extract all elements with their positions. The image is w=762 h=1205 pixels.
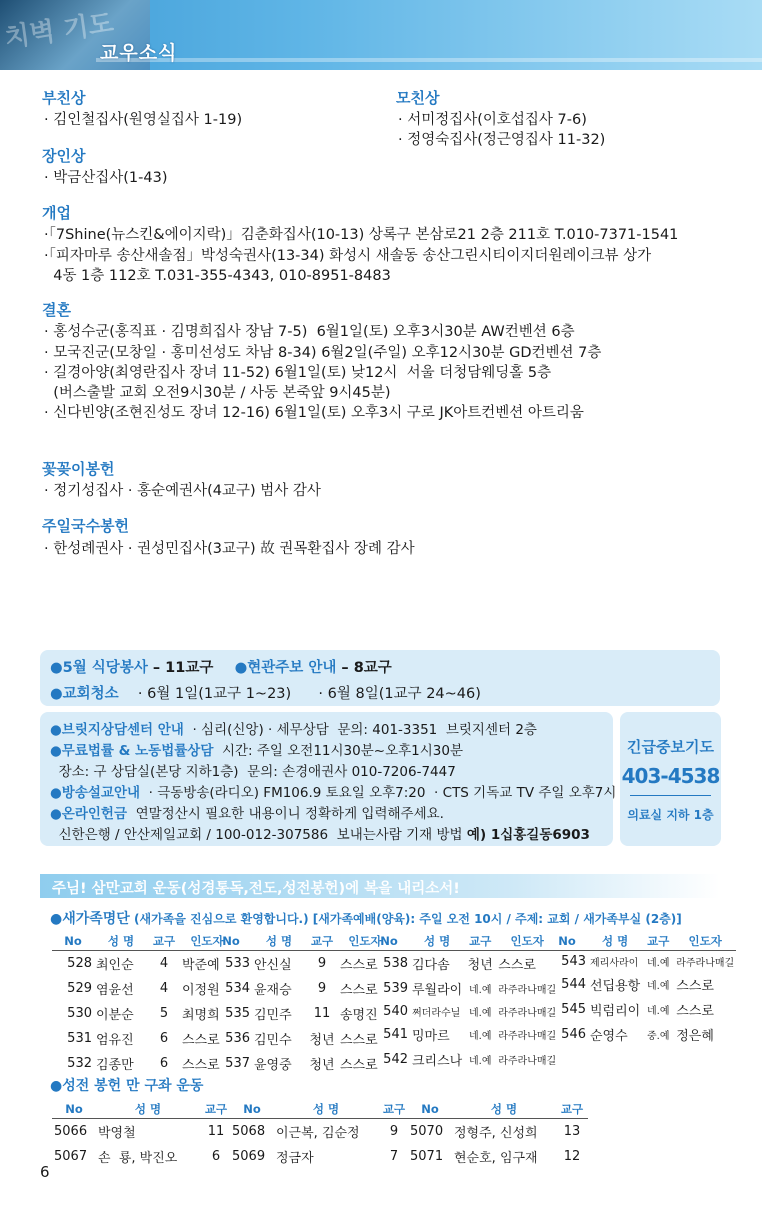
- cell-name: 빅럼리이: [590, 1004, 641, 1019]
- cell-district: 9: [317, 956, 327, 971]
- cell-district: 네.예: [646, 958, 670, 969]
- guide-label: ●현관주보 안내: [234, 660, 337, 676]
- cell-guide: 라주라나매길: [498, 1008, 557, 1019]
- cell-district: 9: [389, 1124, 399, 1139]
- cell-guide: 정은혜: [676, 1029, 714, 1044]
- flowers-line: · 정기성집사 · 홍순예권사(4교구) 범사 감사: [44, 483, 321, 499]
- cell-name: 루월라이: [412, 983, 463, 998]
- cell-guide: 스스로: [340, 958, 378, 973]
- new-family-table: [546, 933, 736, 1047]
- col-no: No: [52, 933, 94, 951]
- table-row: [546, 951, 736, 973]
- cell-name: 이분순: [96, 1008, 134, 1023]
- col-district: 교구: [148, 933, 180, 951]
- offering-table: [408, 1101, 588, 1169]
- col-guide: 인도자: [338, 933, 392, 951]
- cell-district: 6: [159, 1056, 169, 1071]
- table-row: [546, 997, 736, 1022]
- wedding-line: · 길경아양(최영란집사 장녀 11-52) 6월1일(토) 낮12시 서울 더청담웨딩홀 5층: [44, 365, 552, 381]
- legal-place: 장소: 구 상담실(본당 지하1층) 문의: 손경애권사 010-7206-7447: [50, 764, 456, 780]
- cell-no: 5067: [54, 1149, 88, 1164]
- legal-label: ●무료법률 & 노동법률상담: [50, 743, 214, 759]
- counsel-notice: [50, 718, 537, 738]
- cell-district: 네.예: [468, 1031, 492, 1042]
- cell-no: 534: [225, 981, 250, 996]
- wedding-line: · 신다빈양(조현진성도 장녀 12-16) 6월1일(토) 오후3시 구로 JK아트컨벤션 아트리움: [44, 405, 584, 421]
- new-family-heading: [50, 908, 682, 928]
- cell-guide: 이정원: [182, 983, 220, 998]
- col-name: 성 명: [274, 1101, 378, 1119]
- mother-death-item: · 서미정집사(이호섭집사 7-6): [398, 112, 587, 128]
- cell-guide: 스스로: [340, 1033, 378, 1048]
- wedding-line: · 홍성수군(홍직표 · 김명희집사 장남 7-5) 6월1일(토) 오후3시30분 AW컨벤션 6층: [44, 324, 575, 340]
- offering-col-1: [52, 1101, 232, 1169]
- col-district: 교구: [642, 933, 674, 951]
- banner-deco-text: 치벽 기도: [2, 8, 116, 54]
- opening-line: ·「7Shine(뉴스킨&에이지락)」김춘화집사(10-13) 상록구 본삼로21 2층 211호 T.010-7371-1541: [44, 227, 679, 243]
- cell-name: 김종만: [96, 1058, 134, 1073]
- new-family-welcome: (새가족을 진심으로 환영합니다.): [129, 912, 309, 926]
- mother-death-item: · 정영숙집사(정근영집사 11-32): [398, 132, 606, 148]
- cell-name: 김민수: [254, 1033, 292, 1048]
- new-family-table: [210, 933, 392, 1076]
- table-row: [368, 976, 558, 1001]
- service-value: – 11교구: [147, 660, 214, 676]
- cell-no: 529: [67, 981, 92, 996]
- clean-label: ●교회청소: [50, 686, 119, 702]
- cell-name: 현순호, 임구재: [454, 1151, 538, 1166]
- cell-no: 528: [67, 956, 92, 971]
- cell-district: 5: [159, 1006, 169, 1021]
- table-row: [230, 1144, 410, 1169]
- cell-no: 531: [67, 1031, 92, 1046]
- flowers-title: 꽃꽂이봉헌: [42, 460, 115, 478]
- broadcast-label: ●방송설교안내: [50, 785, 141, 801]
- col-district: 교구: [306, 933, 338, 951]
- table-row: [52, 951, 234, 977]
- prayer-location: 의료실 지하 1층: [627, 808, 714, 822]
- col-name: 성 명: [252, 933, 306, 951]
- cell-guide: 스스로: [340, 983, 378, 998]
- cell-no: 545: [561, 1002, 586, 1017]
- offering-col-3: [408, 1101, 588, 1169]
- cell-guide: 스스로: [340, 1058, 378, 1073]
- legal-value: 시간: 주일 오전11시30분~오후1시30분: [213, 743, 464, 759]
- cell-guide: 라주라나매길: [498, 1031, 557, 1042]
- prayer-divider: [630, 795, 711, 796]
- cell-district: 청년: [467, 958, 493, 973]
- cell-name: 김다솜: [412, 958, 450, 973]
- cell-district: 6: [159, 1031, 169, 1046]
- cell-district: 9: [317, 981, 327, 996]
- table-row: [546, 1022, 736, 1047]
- table-row: [52, 1119, 232, 1145]
- col-no: No: [546, 933, 588, 951]
- cell-district: 12: [563, 1149, 581, 1164]
- wedding-line: (버스출발 교회 오전9시30분 / 사동 본죽앞 9시45분): [44, 385, 391, 401]
- cell-name: 손 룡, 박진오: [98, 1151, 178, 1166]
- cell-guide: 라주라나매길: [498, 1056, 557, 1067]
- opening-line: 4동 1층 112호 T.031-355-4343, 010-8951-8483: [44, 268, 391, 284]
- col-guide: 인도자: [674, 933, 736, 951]
- table-header: [546, 933, 736, 951]
- father-death-title: 부친상: [42, 89, 86, 107]
- father-in-law-title: 장인상: [42, 147, 86, 165]
- table-row: [368, 951, 558, 977]
- cell-name: 박영철: [98, 1126, 136, 1141]
- opening-line: ·「피자마루 송산새솔점」박성숙권사(13-34) 화성시 새솔동 송산그린시티이지더원레이크뷰 상가: [44, 248, 652, 264]
- noodle-title: 주일국수봉헌: [42, 517, 129, 535]
- cell-district: 네.예: [646, 981, 670, 992]
- table-header: [230, 1101, 410, 1119]
- col-no: No: [408, 1101, 452, 1119]
- legal-notice: [50, 739, 463, 759]
- col-district: 교구: [464, 933, 496, 951]
- bank-line: 신한은행 / 안산제일교회 / 100-012-307586 보내는사람 기재 방법: [50, 827, 467, 843]
- col-no: No: [230, 1101, 274, 1119]
- cell-name: 안신실: [254, 958, 292, 973]
- cell-guide: 스스로: [182, 1033, 220, 1048]
- cleaning-notice: [50, 682, 481, 703]
- cell-no: 541: [383, 1027, 408, 1042]
- new-family-col-4: [546, 933, 736, 1047]
- wedding-title: 결혼: [42, 301, 71, 319]
- new-family-table: [368, 933, 558, 1072]
- broadcast-notice: [50, 781, 616, 801]
- online-offering-notice: [50, 802, 444, 822]
- table-row: [210, 1051, 392, 1076]
- cell-guide: 스스로: [676, 979, 714, 994]
- table-row: [368, 1047, 558, 1072]
- cell-name: 크리스나: [412, 1054, 463, 1069]
- cell-no: 530: [67, 1006, 92, 1021]
- page-title: 교우소식: [100, 42, 178, 64]
- cell-district: 11: [207, 1124, 225, 1139]
- cell-district: 네.예: [646, 1006, 670, 1017]
- table-row: [52, 1144, 232, 1169]
- cell-guide: 박준예: [182, 958, 220, 973]
- cell-district: 청년: [309, 1058, 335, 1073]
- col-no: No: [210, 933, 252, 951]
- cell-no: 5066: [54, 1124, 88, 1139]
- offering-table: [52, 1101, 232, 1169]
- new-family-col-2: [210, 933, 392, 1076]
- cell-name: 쩌더라수닐: [412, 1008, 461, 1019]
- online-value: 연말정산시 필요한 내용이니 정확하게 입력해주세요.: [127, 806, 444, 822]
- table-header: [210, 933, 392, 951]
- new-family-col-3: [368, 933, 558, 1072]
- cell-district: 13: [563, 1124, 581, 1139]
- cell-no: 540: [383, 1004, 408, 1019]
- counsel-value: · 심리(신앙) · 세무상담 문의: 401-3351 브릿지센터 2층: [183, 722, 537, 738]
- cell-no: 5069: [232, 1149, 266, 1164]
- cell-guide: 스스로: [676, 1004, 714, 1019]
- online-label: ●온라인헌금: [50, 806, 127, 822]
- cell-name: 선딥용항: [590, 979, 641, 994]
- banner-stripe: [96, 58, 762, 62]
- col-name: 성 명: [96, 1101, 200, 1119]
- col-district: 교구: [200, 1101, 232, 1119]
- table-header: [52, 1101, 232, 1119]
- col-name: 성 명: [588, 933, 642, 951]
- cell-no: 5070: [410, 1124, 444, 1139]
- offering-label: ●성전 봉헌 만 구좌 운동: [50, 1078, 204, 1094]
- cell-district: 6: [211, 1149, 221, 1164]
- cell-no: 535: [225, 1006, 250, 1021]
- opening-title: 개업: [42, 204, 71, 222]
- offering-col-2: [230, 1101, 410, 1169]
- new-family-label: ●새가족명단: [50, 911, 130, 927]
- counsel-label: ●브릿지상담센터 안내: [50, 722, 184, 738]
- cell-guide: 라주라나매길: [498, 985, 557, 996]
- table-row: [210, 1026, 392, 1051]
- service-label: ●5월 식당봉사: [50, 660, 148, 676]
- col-name: 성 명: [410, 933, 464, 951]
- col-district: 교구: [378, 1101, 410, 1119]
- cell-district: 청년: [309, 1033, 335, 1048]
- table-row: [408, 1144, 588, 1169]
- cell-no: 5071: [410, 1149, 444, 1164]
- wedding-line: · 모국진군(모창일 · 홍미선성도 차남 8-34) 6월2일(주일) 오후12시30분 GD컨벤션 7층: [44, 345, 602, 361]
- cell-district: 4: [159, 956, 169, 971]
- cell-district: 네.예: [468, 985, 492, 996]
- broadcast-value: · 극동방송(라디오) FM106.9 토요일 오후7:20 · CTS 기독교 TV 주일 오후7시: [140, 785, 617, 801]
- father-in-law-item: · 박금산집사(1-43): [44, 170, 168, 186]
- cell-name: 엄유진: [96, 1033, 134, 1048]
- cell-district: 네.예: [468, 1056, 492, 1067]
- cell-district: 네.예: [468, 1008, 492, 1019]
- cell-no: 533: [225, 956, 250, 971]
- table-header: [368, 933, 558, 951]
- cell-name: 김민주: [254, 1008, 292, 1023]
- table-row: [52, 1026, 234, 1051]
- father-death-item: · 김인철집사(원영실집사 1-19): [44, 112, 243, 128]
- table-row: [210, 951, 392, 977]
- cell-guide: 최명희: [182, 1008, 220, 1023]
- table-row: [368, 1022, 558, 1047]
- bank-info: [50, 823, 590, 843]
- cell-no: 537: [225, 1056, 250, 1071]
- cell-no: 543: [561, 954, 586, 969]
- table-header: [52, 933, 234, 951]
- cell-guide: 스스로: [498, 958, 536, 973]
- cell-guide: 라주라나매길: [676, 958, 735, 969]
- mother-death-title: 모친상: [396, 89, 440, 107]
- prayer-title: 긴급중보기도: [627, 738, 714, 756]
- col-district: 교구: [556, 1101, 588, 1119]
- cell-no: 532: [67, 1056, 92, 1071]
- cell-name: 정형주, 신성희: [454, 1126, 538, 1141]
- cell-no: 5068: [232, 1124, 266, 1139]
- cell-district: 4: [159, 981, 169, 996]
- table-row: [408, 1119, 588, 1145]
- cell-no: 539: [383, 981, 408, 996]
- bank-example: 예) 1십홍길동6903: [466, 827, 590, 843]
- cell-district: 11: [313, 1006, 331, 1021]
- table-row: [546, 972, 736, 997]
- table-row: [52, 1051, 234, 1076]
- col-guide: 인도자: [180, 933, 234, 951]
- prayer-phone: 403-4538: [621, 764, 720, 788]
- new-family-col-1: [52, 933, 234, 1076]
- new-family-table: [52, 933, 234, 1076]
- cell-name: 밍마르: [412, 1029, 450, 1044]
- new-family-info: [새가족예배(양육): 주일 오전 10시 / 주제: 교회 / 새가족부실 (2층)]: [308, 912, 682, 926]
- cell-name: 정금자: [276, 1151, 314, 1166]
- page-number: 6: [40, 1163, 50, 1181]
- cell-no: 542: [383, 1052, 408, 1067]
- cell-guide: 스스로: [182, 1058, 220, 1073]
- guide-value: – 8교구: [336, 660, 392, 676]
- cell-no: 544: [561, 977, 586, 992]
- clean-date-1: · 6월 1일(1교구 1~23): [137, 686, 292, 702]
- cell-name: 제리사라이: [590, 958, 639, 969]
- cell-name: 윤영중: [254, 1058, 292, 1073]
- table-row: [210, 976, 392, 1001]
- col-guide: 인도자: [496, 933, 558, 951]
- col-no: No: [368, 933, 410, 951]
- cell-no: 536: [225, 1031, 250, 1046]
- service-notice: [50, 656, 392, 677]
- offering-table: [230, 1101, 410, 1169]
- cell-no: 538: [383, 956, 408, 971]
- table-row: [230, 1119, 410, 1145]
- cell-name: 이근복, 김순정: [276, 1126, 360, 1141]
- table-row: [52, 976, 234, 1001]
- cell-district: 중.예: [646, 1031, 670, 1042]
- section-bar-title: 주님! 삼만교회 운동(성경통독,전도,성전봉헌)에 복을 내리소서!: [52, 881, 460, 897]
- col-no: No: [52, 1101, 96, 1119]
- table-row: [368, 1001, 558, 1022]
- table-row: [52, 1001, 234, 1026]
- table-header: [408, 1101, 588, 1119]
- clean-date-2: · 6월 8일(1교구 24~46): [318, 686, 481, 702]
- cell-district: 7: [389, 1149, 399, 1164]
- col-name: 성 명: [94, 933, 148, 951]
- cell-name: 염윤선: [96, 983, 134, 998]
- cell-name: 최인순: [96, 958, 134, 973]
- cell-name: 윤재승: [254, 983, 292, 998]
- cell-no: 546: [561, 1027, 586, 1042]
- table-row: [210, 1001, 392, 1026]
- cell-name: 순영수: [590, 1029, 628, 1044]
- col-name: 성 명: [452, 1101, 556, 1119]
- cell-guide: 송명진: [340, 1008, 378, 1023]
- noodle-line: · 한성례권사 · 권성민집사(3교구) 故 권목환집사 장례 감사: [44, 541, 415, 557]
